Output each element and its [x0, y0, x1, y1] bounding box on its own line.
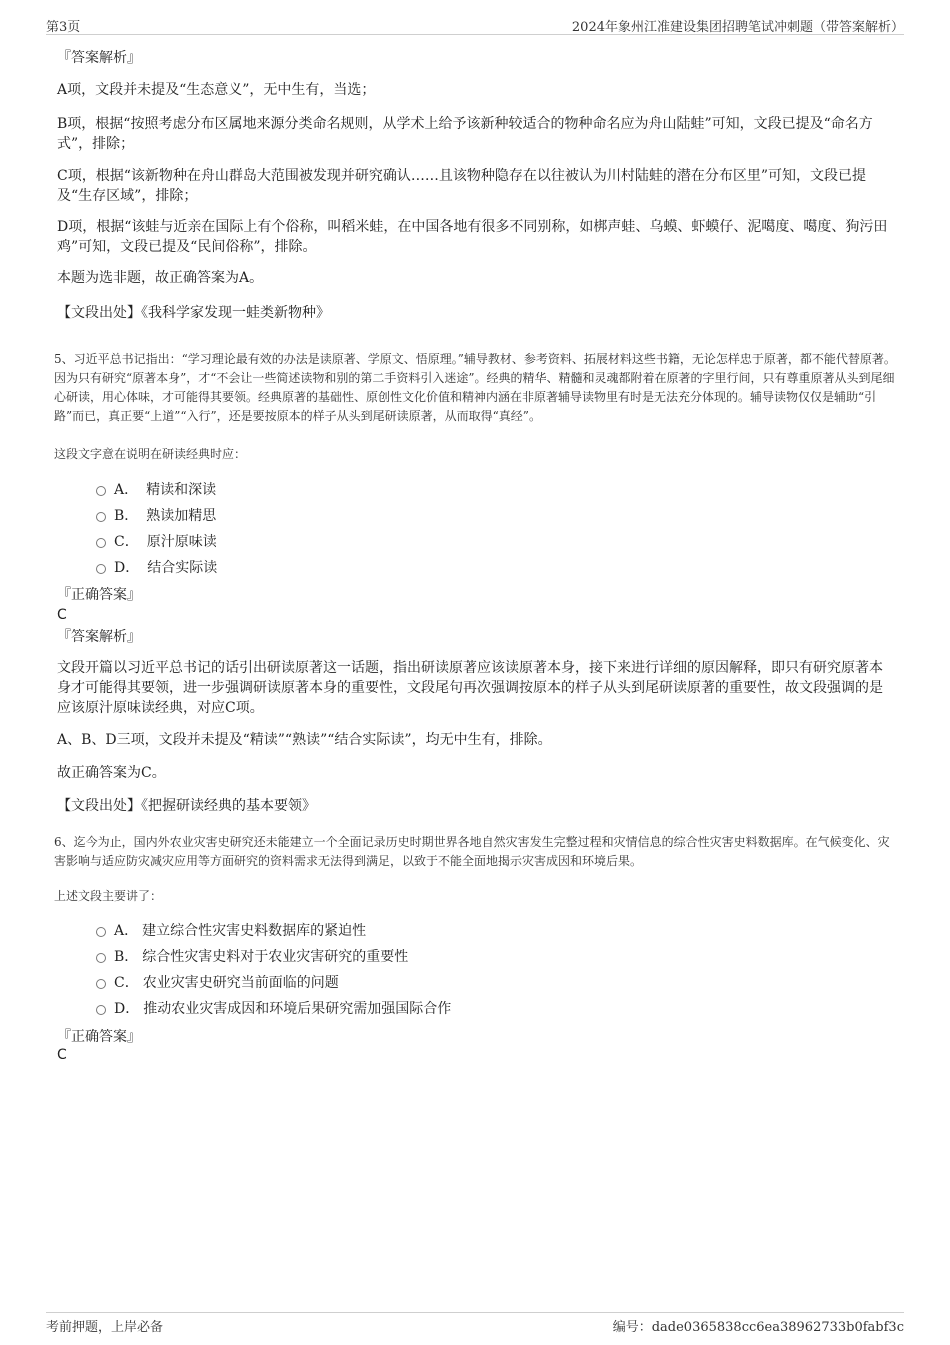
q4-analysis-b: B项，根据“按照考虑分布区属地来源分类命名规则，从学术上给予该新种较适合的物种命名应为舟山陆蛙”可知，文段已提及“命名方式”，排除； [57, 116, 873, 152]
q6-option-a[interactable] [96, 921, 366, 941]
q6-option-b[interactable] [96, 947, 408, 967]
q6-answer: C [57, 1047, 67, 1063]
q4-conclusion: 本题为选非题，故正确答案为A。 [57, 270, 264, 286]
radio-icon[interactable] [96, 538, 106, 548]
q5-answer: C [57, 607, 67, 623]
page-footer [46, 1312, 904, 1335]
option-letter: B． [114, 508, 139, 524]
radio-icon[interactable] [96, 953, 106, 963]
q5-option-b[interactable] [96, 506, 216, 526]
q5-question: 这段文字意在说明在研读经典时应： [54, 447, 247, 461]
option-text: 推动农业灾害成因和环境后果研究需加强国际合作 [143, 1001, 452, 1017]
q5-analysis-p1: 文段开篇以习近平总书记的话引出研读原著这一话题，指出研读原著应该读原著本身，接下来进行详细的原因解释，即只有研究原著本身才可能得其要领，进一步强调研读原著本身的重要性，文段尾句再次强调按原本的样子从头到尾研读原著的重要性，故文段强调的是应该原汁原味读经典，对应C项。 [57, 660, 883, 716]
option-text: 农业灾害史研究当前面临的问题 [142, 975, 339, 991]
document-title: 2024年象州江准建设集团招聘笔试冲刺题（带答案解析） [571, 20, 904, 35]
q5-stem: 5、习近平总书记指出：“学习理论最有效的办法是读原著、学原文、悟原理。”辅导教材、参考资料、拓展材料这些书籍，无论怎样忠于原著，都不能代替原著。因为只有研究“原著本身”，才“不会让一些简述读物和别的第二手资料引入迷途”。经典的精华、精髓和灵魂都附着在原著的字里行间，只有尊重原著从头到尾细心研读，用心体味，才可能得其要领。经典原著的基础性、原创性文化价值和精神内涵在非原著辅导读物里有时是无法充分体现的。辅导读物仅仅是辅助“引路”而已，真正要“上道”“入行”，还是要按原本的样子从头到尾研读原著，从而取得“真经”。 [54, 352, 896, 423]
q6-option-c[interactable] [96, 973, 339, 993]
q5-answer-label: 『正确答案』 [57, 587, 141, 603]
radio-icon[interactable] [96, 927, 106, 937]
radio-icon[interactable] [96, 564, 106, 574]
q4-analysis-c: C项，根据“该新物种在舟山群岛大范围被发现并研究确认……且该物种隐存在以往被认为川村陆蛙的潜在分布区里”可知，文段已提及“生存区域”，排除； [57, 168, 867, 204]
footer-slogan: 考前押题，上岸必备 [46, 1320, 164, 1335]
q5-analysis-p2: A、B、D三项，文段并未提及“精读”“熟读”“结合实际读”，均无中生有，排除。 [57, 732, 552, 748]
q6-stem: 6、迄今为止，国内外农业灾害史研究还未能建立一个全面记录历史时期世界各地自然灾害发生完整过程和灾情信息的综合性灾害史料数据库。在气候变化、灾害影响与适应防灾减灾应用等方面研究的资料需求无法得到满足，以致于不能全面地揭示灾害成因和环境后果。 [54, 835, 890, 868]
q4-source: 【文段出处】《我科学家发现一蛙类新物种》 [57, 305, 330, 321]
option-text: 原汁原味读 [146, 534, 217, 550]
document-id: 编号：dade0365838cc6ea38962733b0fabf3c [612, 1320, 904, 1335]
option-letter: B． [114, 949, 139, 965]
option-text: 综合性灾害史料对于农业灾害研究的重要性 [142, 949, 409, 965]
option-text: 建立综合性灾害史料数据库的紧迫性 [142, 923, 367, 939]
q6-option-d[interactable] [96, 999, 451, 1019]
q5-option-d[interactable] [96, 558, 217, 578]
q4-analysis-d: D项，根据“该蛙与近亲在国际上有个俗称，叫稻米蛙，在中国各地有很多不同别称，如梆声蛙、乌蟆、虾蟆仔、泥噶度、噶度、狗污田鸡”可知，文段已提及“民间俗称”，排除。 [57, 219, 888, 255]
q5-source: 【文段出处】《把握研读经典的基本要领》 [57, 798, 316, 814]
q6-answer-label: 『正确答案』 [57, 1029, 141, 1045]
radio-icon[interactable] [96, 512, 106, 522]
option-letter: A． [114, 482, 139, 498]
q5-option-a[interactable] [96, 480, 216, 500]
q4-analysis-a: A项，文段并未提及“生态意义”，无中生有，当选； [57, 82, 376, 98]
option-letter: C． [114, 975, 139, 991]
q5-option-c[interactable] [96, 532, 217, 552]
option-text: 熟读加精思 [146, 508, 217, 524]
option-letter: C． [114, 534, 139, 550]
q5-conclusion: 故正确答案为C。 [57, 765, 166, 781]
radio-icon[interactable] [96, 486, 106, 496]
option-letter: A． [114, 923, 139, 939]
radio-icon[interactable] [96, 1005, 106, 1015]
page-header [46, 14, 904, 35]
option-letter: D． [114, 560, 140, 576]
option-text: 结合实际读 [147, 560, 218, 576]
page-number: 第3页 [46, 20, 81, 35]
q4-analysis-label: 『答案解析』 [57, 50, 141, 66]
option-letter: D． [114, 1001, 140, 1017]
radio-icon[interactable] [96, 979, 106, 989]
q5-analysis-label: 『答案解析』 [57, 629, 141, 645]
option-text: 精读和深读 [146, 482, 217, 498]
q6-question: 上述文段主要讲了： [54, 889, 163, 903]
